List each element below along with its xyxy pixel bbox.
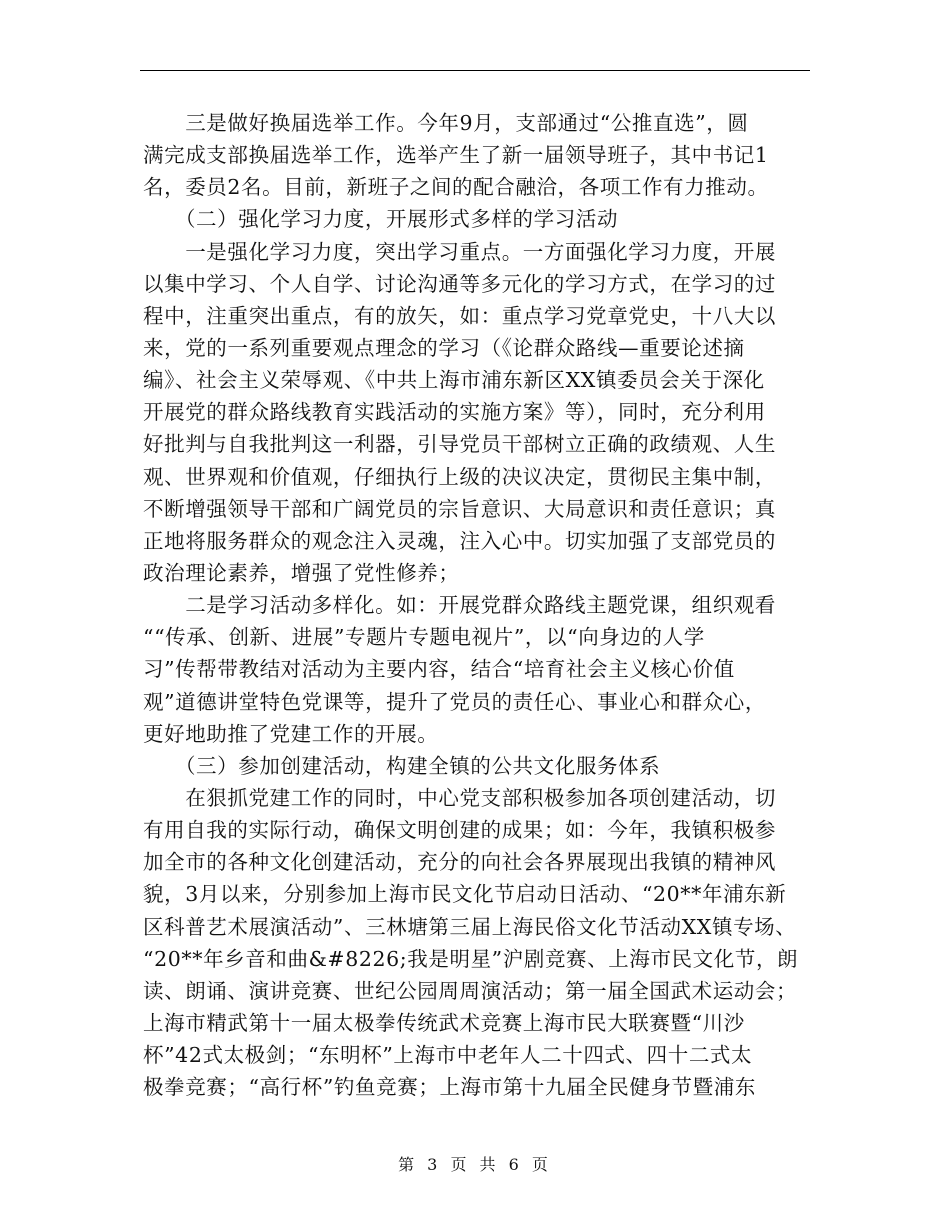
text-line: 来，党的一系列重要观点理念的学习（《论群众路线—重要论述摘 [143, 335, 745, 360]
text-line: 满完成支部换届选举工作，选举产生了新一届领导班子，其中书记1 [143, 143, 769, 168]
text-line: 观”道德讲堂特色党课等，提升了党员的责任心、事业心和群众心， [143, 689, 766, 714]
text-line: 有用自我的实际行动，确保文明创建的成果；如：今年，我镇积极参 [143, 818, 776, 843]
text-line: 编》、社会主义荣辱观、《中共上海市浦东新区XX镇委员会关于深化 [143, 368, 765, 393]
section-heading: （三）参加创建活动，构建全镇的公共文化服务体系 [143, 753, 661, 778]
header-rule [140, 70, 810, 71]
text-line: 名，委员2名。目前，新班子之间的配合融洽，各项工作有力推动。 [143, 175, 769, 200]
text-line: 区科普艺术展演活动”、三林塘第三届上海民俗文化节活动XX镇专场、 [143, 914, 797, 939]
text-line: 杯”42式太极剑；“东明杯”上海市中老年人二十四式、四十二式太 [143, 1043, 753, 1068]
text-line: 读、朗诵、演讲竞赛、世纪公园周周演活动；第一届全国武术运动会； [143, 978, 798, 1003]
text-line: 上海市精武第十一届太极拳传统武术竞赛上海市民大联赛暨“川沙 [143, 1010, 745, 1035]
text-line: 观、世界观和价值观，仔细执行上级的决议决定，贯彻民主集中制， [143, 464, 776, 489]
text-line: 在狠抓党建工作的同时，中心党支部积极参加各项创建活动，切 [143, 785, 776, 810]
text-line: 三是做好换届选举工作。今年9月，支部通过“公推直选”，圆 [143, 111, 749, 135]
text-line: 加全市的各种文化创建活动，充分的向社会各界展现出我镇的精神风 [143, 850, 776, 875]
text-line: 政治理论素养，增强了党性修养； [143, 560, 460, 585]
text-line: ““传承、创新、进展”专题片专题电视片”，以“向身边的人学 [143, 625, 705, 650]
text-line: 开展党的群众路线教育实践活动的实施方案》等），同时，充分利用 [143, 400, 766, 425]
document-body [143, 107, 813, 1103]
text-line: 习”传帮带教结对活动为主要内容，结合“培育社会主义核心价值 [143, 657, 735, 682]
text-line: 以集中学习、个人自学、讨论沟通等多元化的学习方式，在学习的过 [143, 271, 776, 296]
text-line: 程中，注重突出重点，有的放矢，如：重点学习党章党史，十八大以 [143, 303, 776, 328]
text-line: 二是学习活动多样化。如：开展党群众路线主题党课，组织观看 [143, 593, 776, 618]
text-line: 好批判与自我批判这一利器，引导党员干部树立正确的政绩观、人生 [143, 432, 776, 457]
page-number: 第 3 页 共 6 页 [398, 1155, 552, 1174]
text-line: 正地将服务群众的观念注入灵魂，注入心中。切实加强了支部党员的 [143, 528, 776, 553]
text-line: 极拳竞赛；“高行杯”钓鱼竞赛；上海市第十九届全民健身节暨浦东 [143, 1075, 756, 1100]
section-heading: （二）强化学习力度，开展形式多样的学习活动 [143, 207, 619, 232]
text-line: 更好地助推了党建工作的开展。 [143, 721, 439, 746]
text-line: 不断增强领导干部和广阔党员的宗旨意识、大局意识和责任意识；真 [143, 496, 776, 521]
text-line: “20**年乡音和曲&#8226;我是明星”沪剧竞赛、上海市民文化节，朗 [143, 946, 799, 971]
text-line: 一是强化学习力度，突出学习重点。一方面强化学习力度，开展 [143, 239, 776, 264]
text-line: 貌，3月以来，分别参加上海市民文化节启动日活动、“20**年浦东新 [143, 882, 787, 907]
